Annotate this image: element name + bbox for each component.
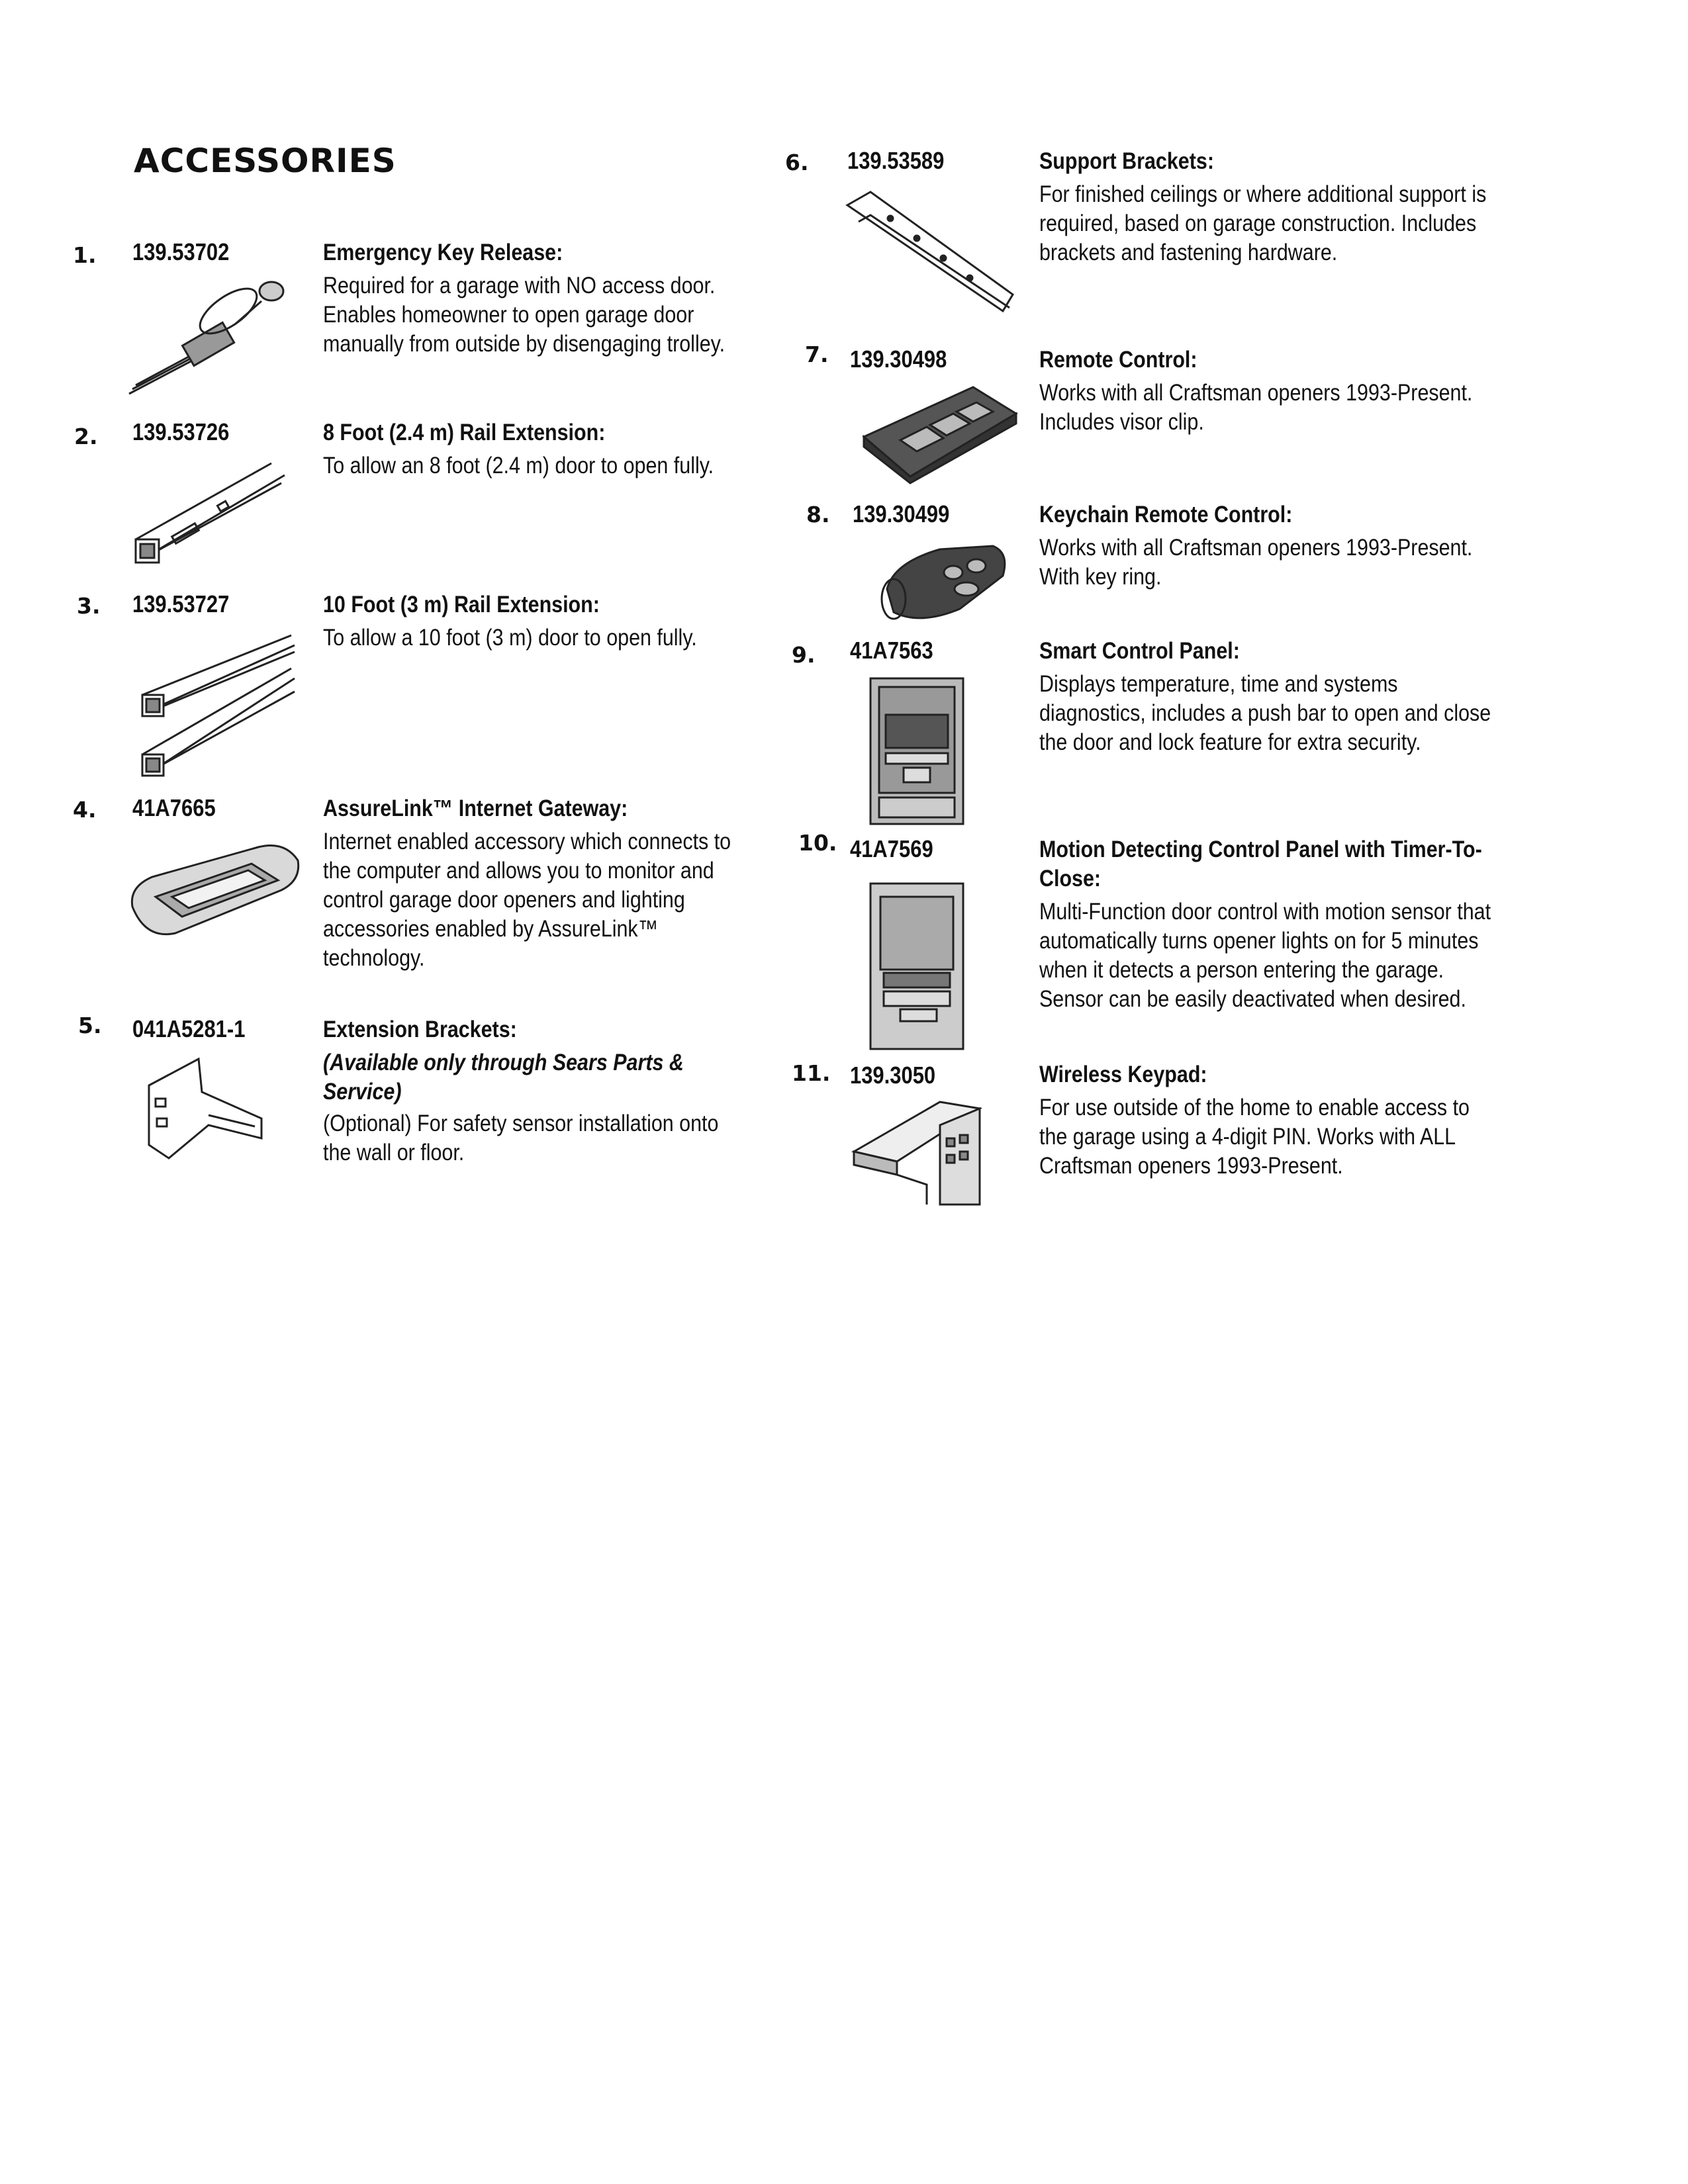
rail-extension-8ft-illustration bbox=[132, 457, 291, 569]
item-number: 7. bbox=[805, 341, 829, 367]
part-number: 139.53589 bbox=[847, 147, 945, 174]
item-text: Required for a garage with NO access door. Enables homeowner to open garage door manually from outside by disengaging trolley. bbox=[323, 273, 726, 357]
item-description bbox=[1039, 147, 1500, 267]
motion-detecting-control-panel-illustration bbox=[867, 880, 966, 1052]
part-number: 041A5281-1 bbox=[132, 1015, 246, 1042]
part-number: 139.30499 bbox=[853, 500, 950, 527]
key-release-illustration bbox=[119, 271, 291, 404]
item-description bbox=[323, 794, 737, 973]
part-number: 139.53727 bbox=[132, 590, 230, 617]
item-heading: Keychain Remote Control: bbox=[1039, 502, 1293, 527]
item-heading: Motion Detecting Control Panel with Timer-To-Close: bbox=[1039, 837, 1482, 891]
item-number: 9. bbox=[792, 642, 816, 668]
item-text: For finished ceilings or where additional support is required, based on garage construction. Includes brackets and fastening hardware. bbox=[1039, 181, 1487, 265]
wireless-keypad-illustration bbox=[847, 1099, 993, 1205]
item-description bbox=[1039, 500, 1500, 592]
item-description bbox=[1039, 637, 1500, 757]
item-description bbox=[1039, 1060, 1500, 1181]
item-number: 2. bbox=[74, 424, 98, 449]
item-number: 3. bbox=[77, 593, 101, 619]
part-number: 139.53726 bbox=[132, 418, 230, 445]
item-heading: Wireless Keypad: bbox=[1039, 1062, 1207, 1087]
part-number: 41A7665 bbox=[132, 794, 216, 821]
part-number: 139.30498 bbox=[850, 345, 947, 373]
rail-extension-10ft-illustration bbox=[132, 629, 305, 781]
item-number: 1. bbox=[73, 242, 97, 268]
item-heading: Emergency Key Release: bbox=[323, 240, 563, 265]
item-heading: 8 Foot (2.4 m) Rail Extension: bbox=[323, 420, 606, 445]
item-heading: Support Brackets: bbox=[1039, 148, 1214, 174]
item-description bbox=[323, 238, 737, 359]
item-number: 8. bbox=[806, 502, 830, 527]
item-text: Internet enabled accessory which connects to the computer and allows you to monitor and control garage door openers and lighting accessories enabled by AssureLink™ technology. bbox=[323, 829, 731, 971]
part-number: 41A7563 bbox=[850, 637, 933, 664]
item-text: Works with all Craftsman openers 1993-Present. Includes visor clip. bbox=[1039, 380, 1473, 435]
item-text: For use outside of the home to enable access to the garage using a 4-digit PIN. Works with ALL Craftsman openers 1993-Present. bbox=[1039, 1095, 1470, 1179]
internet-gateway-illustration bbox=[126, 834, 305, 953]
remote-control-illustration bbox=[861, 384, 1019, 483]
support-bracket-illustration bbox=[844, 185, 1016, 324]
item-heading: AssureLink™ Internet Gateway: bbox=[323, 796, 628, 821]
item-text: Displays temperature, time and systems diagnostics, includes a push bar to open and close the door and lock feature for extra security. bbox=[1039, 671, 1491, 755]
item-description bbox=[323, 1015, 737, 1167]
item-text: Works with all Craftsman openers 1993-Present. With key ring. bbox=[1039, 535, 1473, 590]
item-heading: Remote Control: bbox=[1039, 347, 1197, 373]
part-number: 139.53702 bbox=[132, 238, 230, 265]
item-description bbox=[323, 418, 737, 480]
item-text: To allow an 8 foot (2.4 m) door to open fully. bbox=[323, 453, 714, 478]
item-text: To allow a 10 foot (3 m) door to open fully. bbox=[323, 625, 697, 651]
item-number: 6. bbox=[785, 150, 809, 175]
item-number: 10. bbox=[798, 830, 837, 856]
item-note: (Available only through Sears Parts & Service) bbox=[323, 1050, 684, 1105]
item-heading: Extension Brackets: bbox=[323, 1017, 517, 1042]
part-number: 41A7569 bbox=[850, 835, 933, 862]
item-number: 4. bbox=[73, 797, 97, 823]
page-title: ACCESSORIES bbox=[134, 142, 397, 180]
item-number: 5. bbox=[78, 1013, 102, 1038]
item-description bbox=[1039, 835, 1500, 1014]
item-text: Multi-Function door control with motion sensor that automatically turns opener lights on for 5 minutes when it detects a person entering the garage. Sensor can be easily deactivated when desired. bbox=[1039, 899, 1491, 1012]
part-number: 139.3050 bbox=[850, 1062, 936, 1089]
item-text: (Optional) For safety sensor installation onto the wall or floor. bbox=[323, 1111, 719, 1165]
item-number: 11. bbox=[792, 1060, 831, 1086]
item-heading: Smart Control Panel: bbox=[1039, 638, 1240, 664]
keychain-remote-illustration bbox=[880, 536, 1013, 629]
extension-bracket-illustration bbox=[142, 1052, 275, 1165]
item-description bbox=[1039, 345, 1500, 437]
item-description bbox=[323, 590, 737, 653]
item-heading: 10 Foot (3 m) Rail Extension: bbox=[323, 592, 600, 617]
smart-control-panel-illustration bbox=[867, 675, 966, 827]
